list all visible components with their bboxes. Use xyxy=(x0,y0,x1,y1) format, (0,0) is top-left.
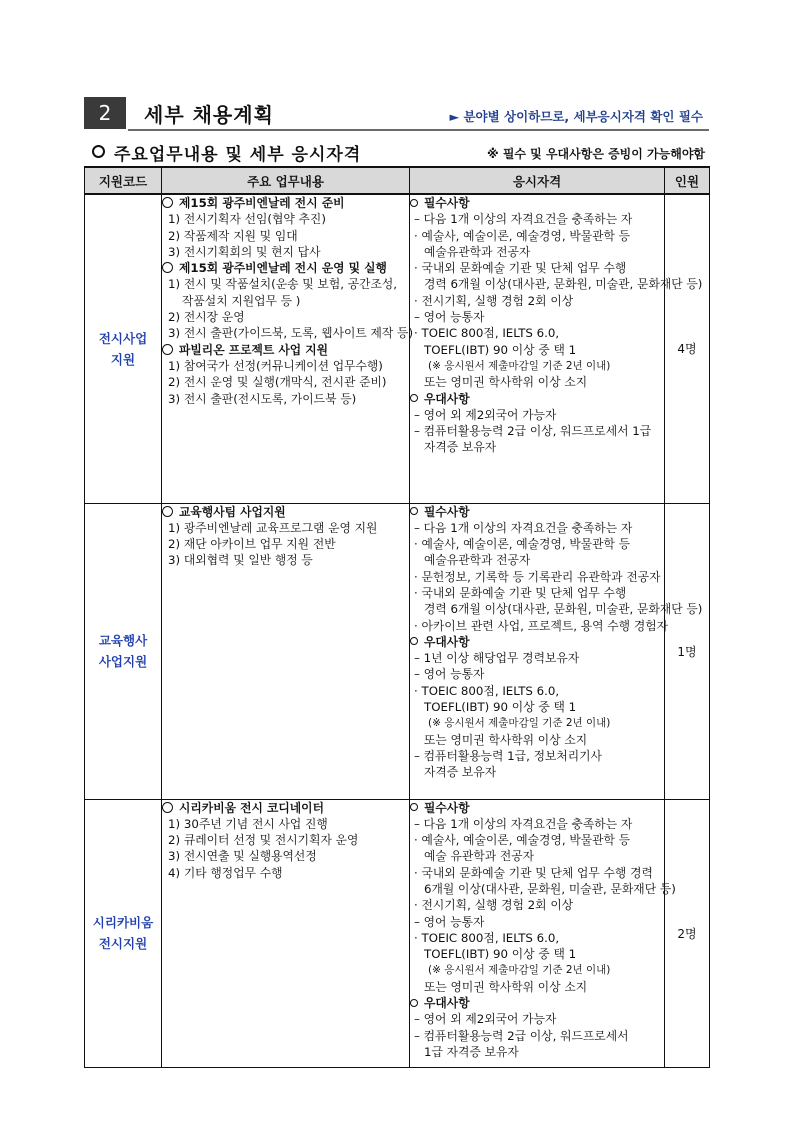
row-code xyxy=(85,799,162,1067)
hollow-circle-icon xyxy=(162,197,173,208)
task-group-title: 교육행사팀 사업지원 xyxy=(162,504,409,520)
task-item: 2) 작품제작 지원 및 임대 xyxy=(168,228,298,243)
qualification-group-title: 필수사항 xyxy=(410,504,664,520)
qualification-item: – 컴퓨터활용능력 1급, 정보처리기사 xyxy=(414,748,602,763)
qualification-item: 자격증 보유자 xyxy=(424,765,497,780)
qualification-item: TOEFL(IBT) 90 이상 중 택 1 xyxy=(424,342,577,357)
qualification-item: · TOEIC 800점, IELTS 6.0, xyxy=(414,683,560,698)
qualification-item: · 국내외 문화예술 기관 및 단체 업무 수행 xyxy=(414,585,627,600)
header-count: 인원 xyxy=(665,167,710,194)
row-code-line: 지원 xyxy=(110,351,136,367)
qualification-item: · 예술사, 예술이론, 예술경영, 박물관학 등 xyxy=(414,537,631,552)
qualification-item: 경력 6개월 이상(대사관, 문화원, 미술관, 문화재단 등) xyxy=(424,277,703,292)
subsection-header xyxy=(92,140,709,164)
task-group-title: 제15회 광주비엔날레 전시 운영 및 실행 xyxy=(162,260,409,276)
qualification-item: 예술유관학과 전공자 xyxy=(424,244,531,259)
qualification-item: · 예술사, 예술이론, 예술경영, 박물관학 등 xyxy=(414,228,631,243)
header-qualifications: 응시자격 xyxy=(410,167,665,194)
qualification-item: – 영어 외 제2외국어 가능자 xyxy=(414,1012,557,1027)
recruitment-table xyxy=(84,166,710,1068)
qualification-group-title: 우대사항 xyxy=(410,391,664,407)
qualification-item: 예술 유관학과 전공자 xyxy=(424,849,535,864)
task-item: 4) 기타 행정업무 수행 xyxy=(168,865,283,880)
bullet-circle-icon xyxy=(410,394,418,402)
task-item: 3) 전시 출판(전시도록, 가이드북 등) xyxy=(168,391,357,406)
section-rule xyxy=(128,129,709,131)
qualification-item: (※ 응시원서 제출마감일 기준 2년 이내) xyxy=(428,359,611,372)
qualification-item: (※ 응시원서 제출마감일 기준 2년 이내) xyxy=(428,964,611,977)
qualification-item: 경력 6개월 이상(대사관, 문화원, 미술관, 문화재단 등) xyxy=(424,602,703,617)
row-code xyxy=(85,503,162,799)
qualification-item: – 컴퓨터활용능력 2급 이상, 워드프로세서 1급 xyxy=(414,424,652,439)
qualification-item: 예술유관학과 전공자 xyxy=(424,553,531,568)
qualification-item: · 국내외 문화예술 기관 및 단체 업무 수행 경력 xyxy=(414,865,653,880)
task-group-title: 제15회 광주비엔날레 전시 준비 xyxy=(162,195,409,211)
bullet-circle-icon xyxy=(410,637,418,645)
row-code-line: 전시지원 xyxy=(98,936,148,951)
task-item: 1) 30주년 기념 전시 사업 진행 xyxy=(168,816,328,831)
row-tasks xyxy=(162,194,414,503)
qualification-item: – 영어 능통자 xyxy=(414,914,485,929)
task-item: 3) 전시 출판(가이드북, 도록, 웹사이트 제작 등) xyxy=(168,326,414,341)
qualification-item: · 국내외 문화예술 기관 및 단체 업무 수행 xyxy=(414,261,627,276)
header-code: 지원코드 xyxy=(85,167,162,194)
task-item: 2) 재단 아카이브 업무 지원 전반 xyxy=(168,537,336,552)
task-item: 2) 전시 운영 및 실행(개막식, 전시관 준비) xyxy=(168,375,387,390)
row-count: 2명 xyxy=(665,799,710,1067)
qualification-group-title: 필수사항 xyxy=(410,195,664,211)
task-item: 1) 전시 및 작품설치(운송 및 보험, 공간조성, xyxy=(168,277,398,292)
qualification-item: – 다음 1개 이상의 자격요건을 충족하는 자 xyxy=(414,816,633,831)
task-group-title: 시리카비움 전시 코디네이터 xyxy=(162,800,409,816)
qualification-item: – 영어 외 제2외국어 가능자 xyxy=(414,407,557,422)
qualification-item: 또는 영미권 학사학위 이상 소지 xyxy=(424,375,588,390)
header-tasks: 주요 업무내용 xyxy=(162,167,410,194)
qualification-item: – 다음 1개 이상의 자격요건을 충족하는 자 xyxy=(414,520,633,535)
bullet-circle-icon xyxy=(410,803,418,811)
task-item: 2) 전시장 운영 xyxy=(168,310,245,325)
task-item: 1) 전시기획자 선임(협약 추진) xyxy=(168,212,326,227)
qualification-item: · 아카이브 관련 사업, 프로젝트, 용역 수행 경험자 xyxy=(414,618,669,633)
task-item: 2) 큐레이터 선정 및 전시기획자 운영 xyxy=(168,833,359,848)
qualification-item: · TOEIC 800점, IELTS 6.0, xyxy=(414,326,560,341)
qualification-item: – 영어 능통자 xyxy=(414,310,485,325)
row-tasks xyxy=(162,503,410,799)
bullet-circle-icon xyxy=(410,199,418,207)
row-code-line: 사업지원 xyxy=(98,654,148,669)
qualification-item: · 문헌정보, 기록학 등 기록관리 유관학과 전공자 xyxy=(414,569,661,584)
section-header xyxy=(84,97,709,131)
hollow-circle-icon xyxy=(92,145,105,158)
qualification-item: – 다음 1개 이상의 자격요건을 충족하는 자 xyxy=(414,212,633,227)
task-item: 3) 전시연출 및 실행용역선정 xyxy=(168,849,317,864)
qualification-item: 또는 영미권 학사학위 이상 소지 xyxy=(424,979,588,994)
qualification-group-title: 우대사항 xyxy=(410,634,664,650)
qualification-item: · 전시기획, 실행 경험 2회 이상 xyxy=(414,898,574,913)
section-note: ► 분야별 상이하므로, 세부응시자격 확인 필수 xyxy=(449,109,703,124)
table-row xyxy=(85,799,710,1067)
table-row xyxy=(85,503,710,799)
table-row xyxy=(85,194,710,503)
qualification-item: · TOEIC 800점, IELTS 6.0, xyxy=(414,930,560,945)
qualification-item: TOEFL(IBT) 90 이상 중 택 1 xyxy=(424,947,577,962)
row-code-line: 전시사업 xyxy=(98,330,148,346)
section-title: 세부 채용계획 xyxy=(144,103,274,127)
qualification-group-title: 필수사항 xyxy=(410,800,664,816)
qualification-item: TOEFL(IBT) 90 이상 중 택 1 xyxy=(424,700,577,715)
qualification-item: 자격증 보유자 xyxy=(424,440,497,455)
qualification-item: (※ 응시원서 제출마감일 기준 2년 이내) xyxy=(428,717,611,730)
task-group-title: 파빌리온 프로젝트 사업 지원 xyxy=(162,342,409,358)
task-item: 1) 광주비엔날레 교육프로그램 운영 지원 xyxy=(168,520,378,535)
section-number: 2 xyxy=(84,97,126,129)
task-item: 3) 전시기획회의 및 현지 답사 xyxy=(168,244,321,259)
row-count: 4명 xyxy=(665,194,710,503)
hollow-circle-icon xyxy=(162,262,173,273)
hollow-circle-icon xyxy=(162,802,173,813)
row-code xyxy=(85,194,162,503)
subsection-note: ※ 필수 및 우대사항은 증빙이 가능해야함 xyxy=(486,147,705,161)
qualification-item: · 예술사, 예술이론, 예술경영, 박물관학 등 xyxy=(414,833,631,848)
qualification-item: 6개월 이상(대사관, 문화원, 미술관, 문화재단 등) xyxy=(424,881,676,896)
qualification-item: · 전시기획, 실행 경험 2회 이상 xyxy=(414,293,574,308)
subsection-title: 주요업무내용 및 세부 응시자격 xyxy=(114,145,362,165)
row-tasks xyxy=(162,799,410,1067)
task-item: 1) 참여국가 선정(커뮤니케이션 업무수행) xyxy=(168,358,383,373)
qualification-item: 1급 자격증 보유자 xyxy=(424,1044,519,1059)
bullet-circle-icon xyxy=(410,999,418,1007)
qualification-group-title: 우대사항 xyxy=(410,995,664,1011)
qualification-item: – 영어 능통자 xyxy=(414,667,485,682)
qualification-item: 또는 영미권 학사학위 이상 소지 xyxy=(424,732,588,747)
qualification-item: – 1년 이상 해당업무 경력보유자 xyxy=(414,651,580,666)
hollow-circle-icon xyxy=(162,344,173,355)
task-item: 작품설치 지원업무 등 ) xyxy=(182,293,301,308)
hollow-circle-icon xyxy=(162,506,173,517)
table-header-row xyxy=(85,167,710,194)
qualification-item: – 컴퓨터활용능력 2급 이상, 워드프로세서 xyxy=(414,1028,629,1043)
row-code-line: 교육행사 xyxy=(98,633,148,648)
row-code-line: 시리카비움 xyxy=(92,915,154,930)
task-item: 3) 대외협력 및 일반 행정 등 xyxy=(168,553,313,568)
row-qualifications xyxy=(410,799,676,1067)
row-count: 1명 xyxy=(665,503,710,799)
bullet-circle-icon xyxy=(410,507,418,515)
